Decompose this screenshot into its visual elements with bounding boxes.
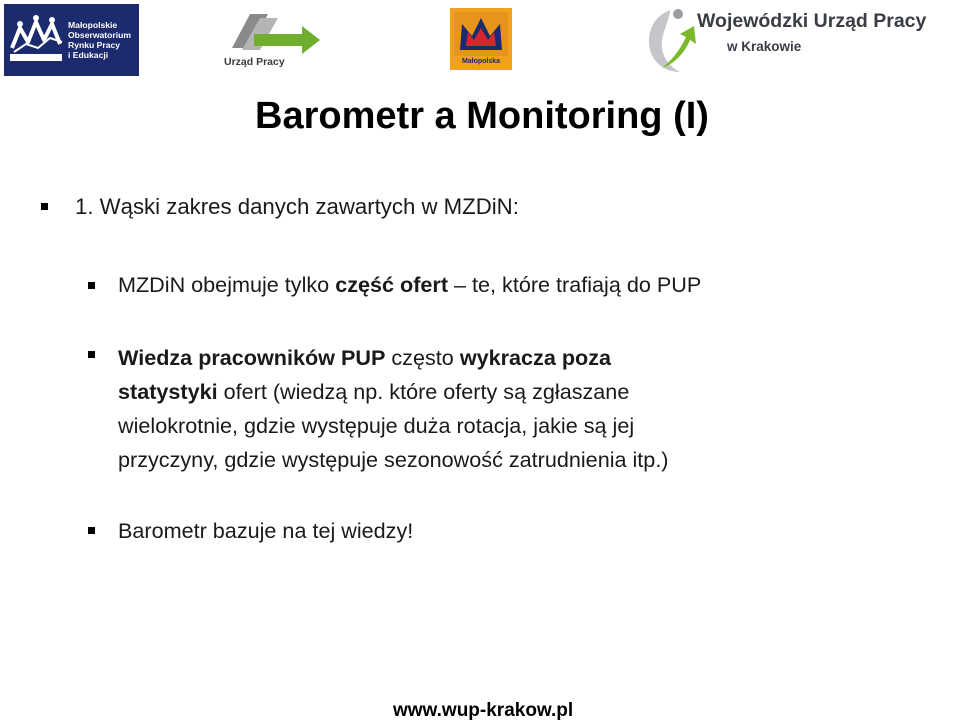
swoosh-icon: [640, 6, 700, 76]
list-item-3: [118, 341, 738, 477]
slide-title: Barometr a Monitoring (I): [255, 95, 709, 137]
bullet-square-icon: [41, 203, 48, 210]
list-item-2-text: MZDiN obejmuje tylko: [118, 272, 336, 297]
observatorium-logo: [4, 4, 139, 76]
wup-logo: [640, 6, 958, 76]
list-item-3-row-2: [118, 375, 738, 409]
urzad-pracy-logo-text: Urząd Pracy: [224, 56, 285, 68]
list-item-4: Barometr bazuje na tej wiedzy!: [118, 518, 414, 543]
list-item-3-bold-3: statystyki: [118, 379, 218, 404]
list-item-3-plain-2: ofert (wiedzą np. które oferty są zgłaszane: [217, 379, 630, 404]
list-item-3-row-4: przyczyny, gdzie występuje sezonowość zatrudnienia itp.): [118, 447, 669, 472]
list-item-3-plain-1: często: [385, 345, 460, 370]
list-item-2: [118, 272, 701, 298]
crown-chart-icon: [8, 14, 64, 66]
list-item-2-bold: część ofert: [335, 272, 449, 297]
list-item-3-row-3: wielokrotnie, gdzie występuje duża rotacja, jakie są jej: [118, 413, 635, 438]
list-item-1: 1. Wąski zakres danych zawartych w MZDiN:: [75, 194, 519, 219]
arrow-folder-icon: [224, 8, 324, 58]
malopolska-logo: [450, 8, 512, 70]
malopolska-logo-text: Małopolska: [461, 58, 501, 65]
bullet-square-icon: [88, 527, 95, 534]
footer-url-link[interactable]: www.wup-krakow.pl: [393, 700, 574, 721]
list-item-2-tail: – te, które trafiają do PUP: [448, 272, 702, 297]
wup-logo-city: w Krakowie: [727, 39, 802, 54]
bullet-square-icon: [88, 351, 95, 358]
bullet-square-icon: [88, 282, 95, 289]
list-item-3-bold-1: Wiedza pracowników PUP: [118, 345, 386, 370]
observatorium-logo-text: Małopolskie Obserwatorium Rynku Pracy i Edukacji: [68, 20, 132, 60]
wup-logo-name: Wojewódzki Urząd Pracy: [697, 10, 927, 32]
list-item-3-bold-2: wykracza poza: [459, 345, 612, 370]
list-item-3-row-1: [118, 341, 738, 375]
urzad-pracy-logo: [218, 8, 328, 72]
